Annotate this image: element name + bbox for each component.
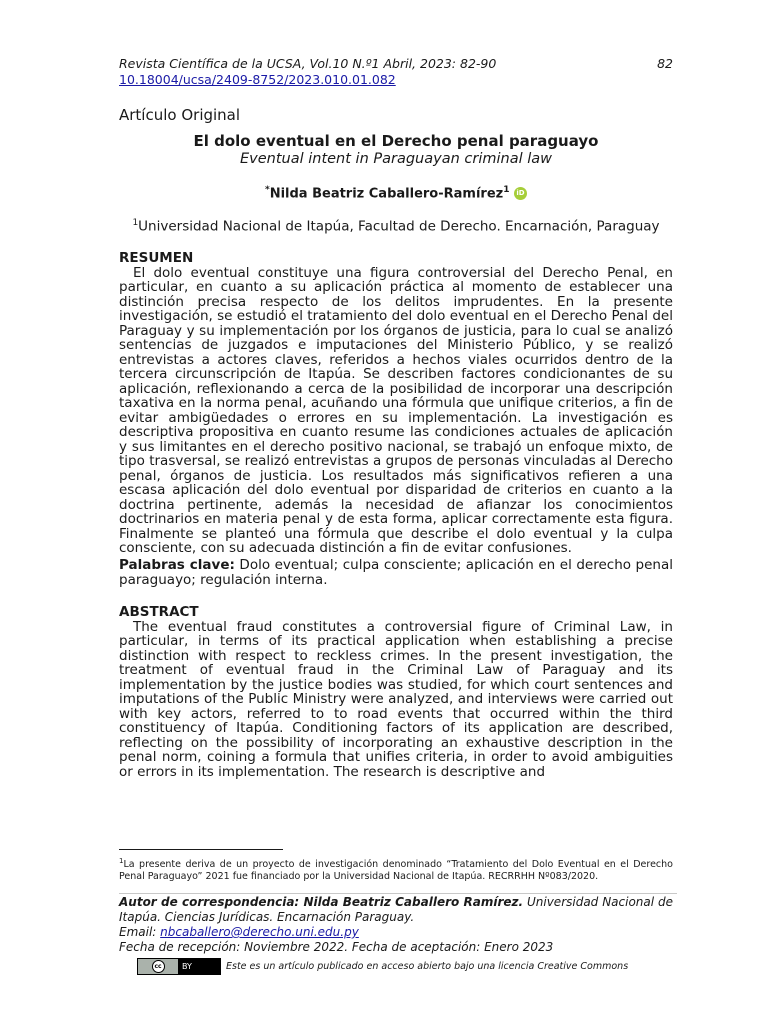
keywords-label: Palabras clave: [119, 556, 235, 573]
journal-header [119, 56, 673, 72]
doi-line [119, 72, 673, 88]
footnote-text: La presente deriva de un proyecto de investigación denominado “Tratamiento del Dolo Eventual en el Derecho Penal Paraguayo” 2021 fue financiado por la Universidad Nacional de Itapúa. RECRRHH Nº083/2020. [119, 859, 673, 883]
affiliation-sup: 1 [132, 218, 139, 229]
keywords-text: Dolo eventual; culpa consciente; aplicación en el derecho penal paraguayo; regulación interna. [119, 556, 674, 588]
author-asterisk: * [264, 185, 270, 195]
correspondence-line [119, 895, 673, 925]
author-line [119, 181, 673, 203]
page-number: 82 [657, 56, 673, 71]
correspondence-divider [119, 893, 677, 894]
cc-icon: cc [152, 960, 165, 973]
abstract-heading: ABSTRACT [119, 603, 199, 620]
footnote [119, 855, 673, 883]
author-name: Nilda Beatriz Caballero-Ramírez [269, 186, 504, 202]
license-text: Este es un artículo publicado en acceso abierto bajo una licencia Creative Commons [226, 961, 629, 972]
correspondence-text: Universidad Nacional de Itapúa. Ciencias Jurídicas. Encarnación Paraguay. [119, 895, 673, 924]
cc-by-badge[interactable] [137, 958, 221, 975]
journal-citation: Revista Científica de la UCSA, Vol.10 N.º1 Abril, 2023: 82-90 [119, 56, 497, 71]
footnote-sup: 1 [119, 857, 124, 865]
orcid-icon[interactable]: iD [514, 187, 527, 200]
affiliation-text: Universidad Nacional de Itapúa, Facultad de Derecho. Encarnación, Paraguay [138, 218, 660, 235]
article-subtitle: Eventual intent in Paraguayan criminal law [239, 151, 552, 167]
email-label: Email: [119, 925, 161, 939]
reception-dates: Fecha de recepción: Noviembre 2022. Fecha de aceptación: Enero 2023 [119, 940, 554, 954]
license-line [137, 958, 628, 975]
article-type: Artículo Original [119, 106, 241, 124]
footnote-divider [119, 849, 283, 850]
affiliation [119, 214, 673, 236]
resumen-text: El dolo eventual constituye una figura controversial del Derecho Penal, en particular, en cuanto a su aplicación práctica al momento de establecer una distinción precisa respecto de los delitos imprudentes. En la presente investigación, se estudió el tratamiento del dolo eventual en el Derecho Penal del Paraguay y su implementación por los órganos de justicia, para lo cual se analizó sentencias de juzgados e imputaciones del Ministerio Público, y se realizó entrevistas a actores claves, referidos a hechos viales ocurridos dentro de la tercera circunscripción de Itapúa. Se describen factores condicionantes de su aplicación, reflexionando a cerca de la posibilidad de incorporar una descripción taxativa en la norma penal, acuñando una fórmula que unifique criterios, a fin de evitar ambigüedades o errores en su implementación. La investigación es descriptiva propositiva en cuanto resume las condiciones actuales de aplicación y sus limitantes en el derecho positivo nacional, se trabajó un enfoque mixto, de tipo trasversal, se realizó entrevistas a grupos de personas vinculadas al Derecho penal, órganos de justicia. Los resultados más significativos refieren a una escasa aplicación del dolo eventual por disparidad de criterios en cuanto a la doctrina pertinente, además la necesidad de afianzar los conocimientos doctrinarios en materia penal y de esta forma, aplicar correctamente esta figura. Finalmente se planteó una fórmula que describe el dolo eventual y la culpa consciente, con su adecuada distinción a fin de evitar confusiones. [119, 264, 673, 557]
correspondence-label: Autor de correspondencia: Nilda Beatriz Caballero Ramírez. [119, 895, 524, 909]
article-page [119, 56, 673, 779]
author-sup: 1 [503, 185, 510, 195]
abstract-text: The eventual fraud constitutes a controversial figure of Criminal Law, in particular, in terms of its practical application when establishing a precise distinction with respect to reckless crimes. In the present investigation, the treatment of eventual fraud in the Criminal Law of Paraguay and its implementation by the justice bodies was studied, for which court sentences and imputations of the Public Ministry were analyzed, and interviews were carried out with key actors, referred to to road events that occurred within the third constituency of Itapúa. Conditioning factors of its application are described, reflecting on the possibility of incorporating an exhaustive description in the penal norm, coining a formula that unifies criteria, in order to avoid ambiguities or errors in its implementation. The research is descriptive and [119, 618, 673, 780]
correspondence-block [119, 895, 673, 955]
article-title: El dolo eventual en el Derecho penal paraguayo [193, 132, 599, 150]
doi-link[interactable]: 10.18004/ucsa/2409-8752/2023.010.01.082 [119, 72, 396, 87]
by-label: BY [182, 962, 192, 971]
email-link[interactable]: nbcaballero@derecho.uni.edu.py [160, 925, 359, 939]
cc-logo [138, 959, 178, 974]
keywords [119, 558, 673, 588]
resumen-heading: RESUMEN [119, 249, 194, 266]
email-line [119, 925, 673, 940]
